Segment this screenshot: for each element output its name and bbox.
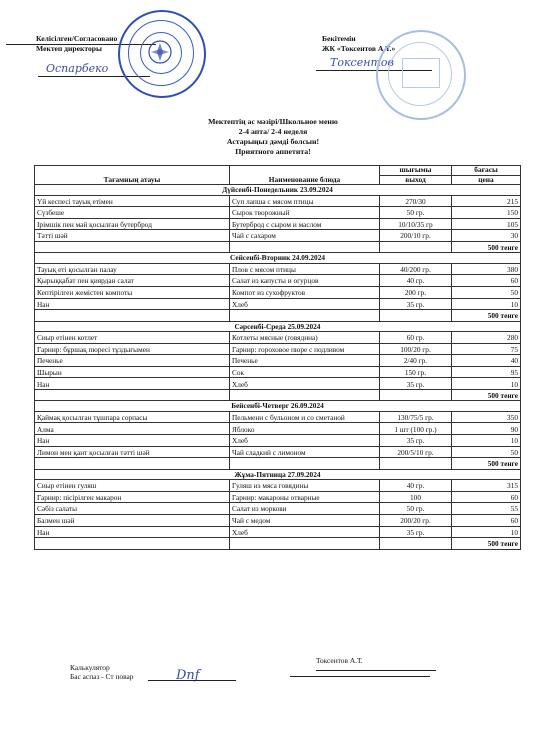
empty-cell	[380, 390, 452, 401]
dish-output: 100/20 гр.	[380, 343, 452, 355]
table-row	[35, 230, 521, 242]
approve-label: Бекітемін	[322, 34, 356, 43]
col-header-name-kz: Тағамның атауы	[35, 166, 230, 185]
empty-cell	[230, 241, 380, 252]
approval-label: Келісілген/Согласовано	[36, 34, 118, 43]
table-row	[35, 366, 521, 378]
dish-price: 55	[452, 503, 521, 515]
table-row	[35, 423, 521, 435]
table-row	[35, 275, 521, 287]
dish-price: 105	[452, 218, 521, 230]
dish-output: 200/5/10 гр.	[380, 446, 452, 458]
dish-price: 40	[452, 355, 521, 367]
dish-name-kz: Алма	[35, 423, 230, 435]
dish-name-ru: Хлеб	[230, 378, 380, 390]
table-row	[35, 263, 521, 275]
empty-cell	[230, 310, 380, 321]
dish-name-kz: Нан	[35, 378, 230, 390]
day-header-row	[35, 321, 521, 332]
table-row	[35, 298, 521, 310]
empty-cell	[230, 390, 380, 401]
empty-cell	[35, 310, 230, 321]
empty-cell	[380, 310, 452, 321]
dish-output: 200/20 гр.	[380, 514, 452, 526]
dish-output: 200/10 гр.	[380, 230, 452, 242]
empty-cell	[35, 538, 230, 549]
day-title: Дүйсенбі-Понедельник 23.09.2024	[35, 185, 521, 196]
day-total: 500 тенге	[452, 390, 521, 401]
dish-name-kz: Қаймақ қосылған тұшпара сорпасы	[35, 411, 230, 423]
table-row	[35, 491, 521, 503]
dish-name-kz: Гарнир: пісірілген макарон	[35, 491, 230, 503]
day-total: 500 тенге	[452, 458, 521, 469]
approval-role: Мектеп директоры	[36, 44, 102, 53]
dish-price: 75	[452, 343, 521, 355]
dish-price: 50	[452, 286, 521, 298]
dish-name-ru: Салат из капусты и огурцов	[230, 275, 380, 287]
table-row	[35, 343, 521, 355]
empty-cell	[380, 458, 452, 469]
dish-output: 35 гр.	[380, 378, 452, 390]
col-header-output-ru: выход	[380, 175, 452, 185]
day-title: Бейсенбі-Четверг 26.09.2024	[35, 401, 521, 412]
dish-name-kz: Кептірілген жемістен компоты	[35, 286, 230, 298]
dish-name-ru: Салат из моркови	[230, 503, 380, 515]
director-signature: Оспарбеко	[46, 62, 109, 75]
dish-name-ru: Печенье	[230, 355, 380, 367]
dish-name-ru: Суп лапша с мясом птицы	[230, 195, 380, 207]
calculator-label: Калькулятор	[70, 663, 110, 672]
dish-price: 280	[452, 332, 521, 344]
menu-title: Мектептің ас мәзірі/Школьное меню	[208, 117, 338, 126]
entrepreneur-signature: Токсентов	[330, 56, 394, 69]
table-row	[35, 435, 521, 447]
col-header-output-kz: шығымы	[380, 166, 452, 176]
dish-name-ru: Гарнир: макароны отварные	[230, 491, 380, 503]
footer-right-name: Токсентов А.Т.	[316, 656, 363, 665]
col-header-price-kz: бағасы	[452, 166, 521, 176]
dish-name-kz: Печенье	[35, 355, 230, 367]
dish-price: 50	[452, 446, 521, 458]
dish-name-kz: Гарнир: бұршақ пюресі тұздығымен	[35, 343, 230, 355]
dish-price: 315	[452, 480, 521, 492]
dish-price: 90	[452, 423, 521, 435]
dish-name-ru: Гуляш из мяса говядины	[230, 480, 380, 492]
dish-price: 95	[452, 366, 521, 378]
empty-cell	[35, 458, 230, 469]
dish-name-ru: Яблоко	[230, 423, 380, 435]
table-row	[35, 195, 521, 207]
dish-output: 270/30	[380, 195, 452, 207]
dish-name-ru: Хлеб	[230, 526, 380, 538]
dish-output: 2/40 гр.	[380, 355, 452, 367]
table-row	[35, 503, 521, 515]
dish-name-kz: Ірімшік пен май қосылған бутерброд	[35, 218, 230, 230]
dish-output: 35 гр.	[380, 298, 452, 310]
entrepreneur-stamp-seal	[376, 30, 466, 120]
dish-name-ru: Пельмени с бульоном и со сметаной	[230, 411, 380, 423]
dish-output: 130/75/5 гр.	[380, 411, 452, 423]
dish-name-kz: Сәбіз салаты	[35, 503, 230, 515]
dish-name-ru: Компот из сухофруктов	[230, 286, 380, 298]
dish-name-kz: Шырын	[35, 366, 230, 378]
footer-left	[70, 663, 133, 681]
chef-signature-line	[148, 680, 236, 681]
table-row	[35, 514, 521, 526]
menu-greeting-kz: Астарыңыз дәмді болсын!	[226, 137, 320, 146]
dish-price: 380	[452, 263, 521, 275]
chef-label: Бас аспаз - Ст повар	[70, 672, 134, 681]
day-total-row	[35, 390, 521, 401]
dish-name-kz: Сиыр етінен гуляш	[35, 480, 230, 492]
dish-price: 60	[452, 514, 521, 526]
dish-output: 1 шт (100 гр.)	[380, 423, 452, 435]
day-header-row	[35, 253, 521, 264]
dish-name-ru: Плов с мясом птицы	[230, 263, 380, 275]
dish-price: 60	[452, 275, 521, 287]
dish-output: 60 гр.	[380, 332, 452, 344]
menu-body	[35, 185, 521, 550]
table-row	[35, 446, 521, 458]
dish-price: 215	[452, 195, 521, 207]
empty-cell	[230, 458, 380, 469]
table-row	[35, 286, 521, 298]
dish-name-kz: Лимон мен қант қосылған тәтті шәй	[35, 446, 230, 458]
day-total-row	[35, 241, 521, 252]
dish-name-ru: Бутерброд с сыром и маслом	[230, 218, 380, 230]
dish-name-kz: Нан	[35, 435, 230, 447]
dish-name-kz: Нан	[35, 298, 230, 310]
dish-output: 40/200 гр.	[380, 263, 452, 275]
dish-price: 60	[452, 491, 521, 503]
empty-cell	[380, 538, 452, 549]
dish-price: 350	[452, 411, 521, 423]
dish-name-ru: Гарнир: гороховое пюре с подливом	[230, 343, 380, 355]
dish-name-kz: Қырыққабат пен қиярдан салат	[35, 275, 230, 287]
day-total-row	[35, 538, 521, 549]
day-total: 500 тенге	[452, 538, 521, 549]
empty-cell	[380, 241, 452, 252]
dish-name-kz: Балмен шәй	[35, 514, 230, 526]
dish-name-kz: Сиыр етінен котлет	[35, 332, 230, 344]
dish-price: 150	[452, 207, 521, 219]
footer-right-underline	[290, 676, 430, 677]
dish-name-ru: Чай с медом	[230, 514, 380, 526]
dish-name-kz: Сүзбеше	[35, 207, 230, 219]
dish-output: 50 гр.	[380, 207, 452, 219]
dish-name-ru: Сок	[230, 366, 380, 378]
table-row	[35, 218, 521, 230]
table-row	[35, 207, 521, 219]
dish-name-ru: Чай сладкий с лимоном	[230, 446, 380, 458]
dish-name-ru: Хлеб	[230, 435, 380, 447]
dish-output: 35 гр.	[380, 526, 452, 538]
dish-name-kz: Тауық еті қосылған палау	[35, 263, 230, 275]
dish-name-kz: Нан	[35, 526, 230, 538]
day-title: Сәрсенбі-Среда 25.09.2024	[35, 321, 521, 332]
day-total: 500 тенге	[452, 310, 521, 321]
day-title: Жұма-Пятница 27.09.2024	[35, 469, 521, 480]
approve-entity: ЖК «Токсентов А.Т.»	[322, 44, 396, 53]
dish-output: 40 гр.	[380, 480, 452, 492]
dish-price: 10	[452, 378, 521, 390]
dish-name-ru: Чай с сахаром	[230, 230, 380, 242]
menu-greeting-ru: Приятного аппетита!	[235, 147, 311, 156]
table-row	[35, 480, 521, 492]
col-header-name-ru: Наименование блюда	[230, 166, 380, 185]
empty-cell	[230, 538, 380, 549]
dish-name-kz: Үй кеспесі тауық етімен	[35, 195, 230, 207]
dish-output: 50 гр.	[380, 503, 452, 515]
table-row	[35, 526, 521, 538]
day-total-row	[35, 310, 521, 321]
col-header-price-ru: цена	[452, 175, 521, 185]
dish-name-ru: Хлеб	[230, 298, 380, 310]
dish-output: 100	[380, 491, 452, 503]
table-row	[35, 411, 521, 423]
day-total: 500 тенге	[452, 241, 521, 252]
table-row	[35, 332, 521, 344]
dish-output: 200 гр.	[380, 286, 452, 298]
dish-name-ru: Котлеты мясные (говядина)	[230, 332, 380, 344]
day-header-row	[35, 401, 521, 412]
dish-output: 40 гр.	[380, 275, 452, 287]
table-row	[35, 355, 521, 367]
day-total-row	[35, 458, 521, 469]
menu-table	[34, 165, 521, 550]
chef-signature: Dnf	[176, 668, 200, 683]
day-title: Сейсенбі-Вторник 24.09.2024	[35, 253, 521, 264]
table-row	[35, 378, 521, 390]
dish-name-ru: Сырок творожный	[230, 207, 380, 219]
empty-cell	[35, 241, 230, 252]
footer-right-line	[316, 670, 436, 671]
dish-output: 10/10/35 гр	[380, 218, 452, 230]
dish-output: 35 гр.	[380, 435, 452, 447]
dish-price: 10	[452, 435, 521, 447]
dish-price: 10	[452, 298, 521, 310]
empty-cell	[35, 390, 230, 401]
dish-price: 30	[452, 230, 521, 242]
day-header-row	[35, 185, 521, 196]
dish-output: 150 гр.	[380, 366, 452, 378]
dish-name-kz: Тәтті шәй	[35, 230, 230, 242]
menu-week: 2-4 апта/ 2-4 неделя	[238, 127, 308, 136]
dish-price: 10	[452, 526, 521, 538]
school-stamp-seal	[118, 10, 206, 98]
day-header-row	[35, 469, 521, 480]
